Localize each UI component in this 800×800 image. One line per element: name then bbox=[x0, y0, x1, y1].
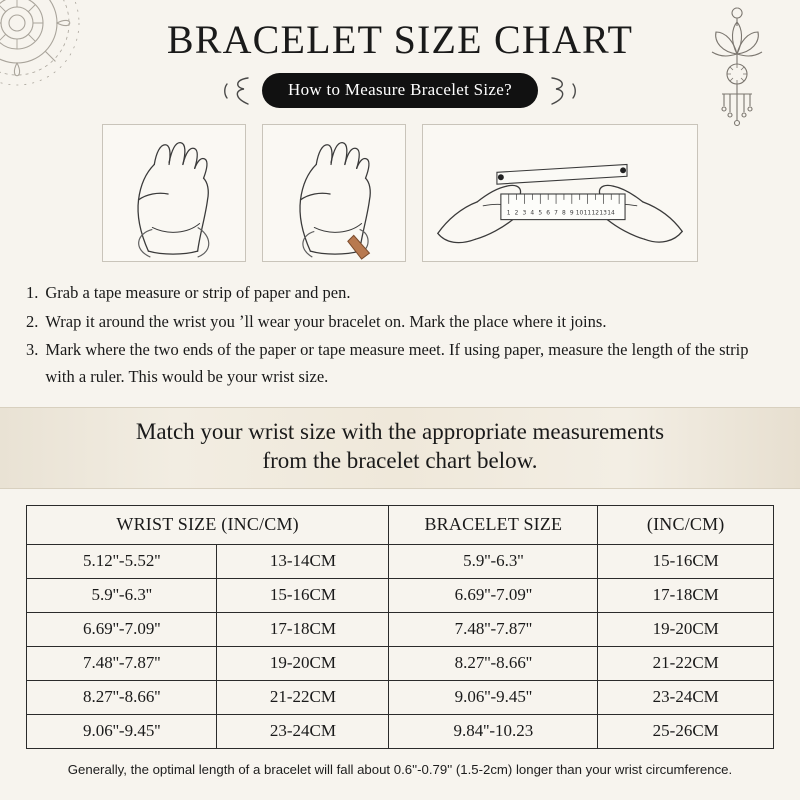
table-header bbox=[27, 505, 774, 544]
svg-text:10: 10 bbox=[575, 210, 584, 217]
table-row bbox=[27, 680, 774, 714]
cell-wrist-cm: 19-20CM bbox=[217, 646, 389, 680]
list-item bbox=[26, 309, 774, 336]
table-row bbox=[27, 714, 774, 748]
cell-wrist-cm: 15-16CM bbox=[217, 578, 389, 612]
illustration-ruler-measure bbox=[422, 124, 698, 262]
page-title: BRACELET SIZE CHART bbox=[166, 17, 634, 62]
cell-bracelet-cm: 17-18CM bbox=[598, 578, 774, 612]
table-row bbox=[27, 544, 774, 578]
step-text: Grab a tape measure or strip of paper and pen. bbox=[45, 283, 351, 302]
svg-text:3: 3 bbox=[522, 210, 527, 217]
table-row bbox=[27, 612, 774, 646]
table-header-bracelet-unit: (INC/CM) bbox=[598, 505, 774, 544]
footnote: Generally, the optimal length of a bracelet will fall about 0.6''-0.79'' (1.5-2cm) longer than your wrist circumference. bbox=[67, 761, 733, 777]
cell-bracelet-inch: 6.69''-7.09'' bbox=[389, 578, 598, 612]
svg-text:12: 12 bbox=[591, 210, 600, 217]
right-flourish-icon bbox=[548, 74, 578, 108]
svg-text:11: 11 bbox=[583, 210, 592, 217]
illustration-hand-tape-2 bbox=[262, 124, 406, 262]
table-header-wrist: WRIST SIZE (INC/CM) bbox=[27, 505, 389, 544]
cell-bracelet-cm: 19-20CM bbox=[598, 612, 774, 646]
step-text: Wrap it around the wrist you ʼll wear your bracelet on. Mark the place where it joins. bbox=[45, 311, 607, 331]
cell-wrist-inch: 5.12''-5.52'' bbox=[27, 544, 217, 578]
measure-banner: How to Measure Bracelet Size? bbox=[262, 73, 538, 108]
svg-text:8: 8 bbox=[561, 210, 566, 217]
cell-wrist-inch: 7.48''-7.87'' bbox=[27, 646, 217, 680]
left-flourish-icon bbox=[222, 74, 252, 108]
size-table bbox=[26, 505, 774, 749]
banner-row bbox=[0, 73, 800, 108]
table-header-row bbox=[27, 505, 774, 544]
illustration-hand-tape-1 bbox=[102, 124, 246, 262]
svg-text:13: 13 bbox=[599, 210, 607, 217]
svg-text:9: 9 bbox=[569, 210, 574, 217]
cell-bracelet-inch: 7.48''-7.87'' bbox=[389, 612, 598, 646]
cell-bracelet-cm: 23-24CM bbox=[598, 680, 774, 714]
cell-bracelet-inch: 9.06''-9.45'' bbox=[389, 680, 598, 714]
svg-text:14: 14 bbox=[607, 210, 615, 217]
table-row bbox=[27, 646, 774, 680]
cell-wrist-inch: 6.69''-7.09'' bbox=[27, 612, 217, 646]
svg-text:7: 7 bbox=[554, 210, 558, 217]
table-header-bracelet: BRACELET SIZE bbox=[389, 505, 598, 544]
lotus-ornament-icon bbox=[692, 2, 782, 132]
list-item bbox=[26, 337, 774, 390]
cell-wrist-cm: 13-14CM bbox=[217, 544, 389, 578]
match-instruction-band bbox=[0, 407, 800, 489]
step-number: 3. bbox=[26, 340, 39, 360]
cell-bracelet-cm: 21-22CM bbox=[598, 646, 774, 680]
match-instruction-line-1: Match your wrist size with the appropriate measurements bbox=[135, 418, 665, 444]
match-instruction-line-2: from the bracelet chart below. bbox=[262, 447, 538, 473]
cell-bracelet-inch: 8.27''-8.66'' bbox=[389, 646, 598, 680]
table-body bbox=[27, 544, 774, 748]
cell-wrist-inch: 5.9''-6.3'' bbox=[27, 578, 217, 612]
cell-wrist-cm: 21-22CM bbox=[217, 680, 389, 714]
illustration-row bbox=[0, 124, 800, 262]
size-table-wrap bbox=[26, 505, 774, 749]
steps-list bbox=[26, 280, 774, 391]
step-number: 2. bbox=[26, 311, 39, 331]
cell-wrist-cm: 17-18CM bbox=[217, 612, 389, 646]
svg-text:4: 4 bbox=[530, 210, 535, 217]
svg-text:2: 2 bbox=[514, 210, 519, 217]
svg-text:1: 1 bbox=[506, 210, 511, 217]
cell-bracelet-cm: 15-16CM bbox=[598, 544, 774, 578]
cell-bracelet-inch: 5.9''-6.3'' bbox=[389, 544, 598, 578]
step-number: 1. bbox=[26, 283, 39, 302]
cell-wrist-inch: 9.06''-9.45'' bbox=[27, 714, 217, 748]
mandala-ornament-icon bbox=[0, 0, 92, 98]
cell-bracelet-inch: 9.84''-10.23 bbox=[389, 714, 598, 748]
svg-text:5: 5 bbox=[538, 210, 543, 217]
cell-bracelet-cm: 25-26CM bbox=[598, 714, 774, 748]
step-text: Mark where the two ends of the paper or tape measure meet. If using paper, measure the length of the strip with a ruler. This would be your wrist size. bbox=[45, 340, 749, 387]
table-row bbox=[27, 578, 774, 612]
list-item bbox=[26, 280, 774, 307]
cell-wrist-inch: 8.27''-8.66'' bbox=[27, 680, 217, 714]
svg-text:6: 6 bbox=[546, 210, 550, 217]
cell-wrist-cm: 23-24CM bbox=[217, 714, 389, 748]
